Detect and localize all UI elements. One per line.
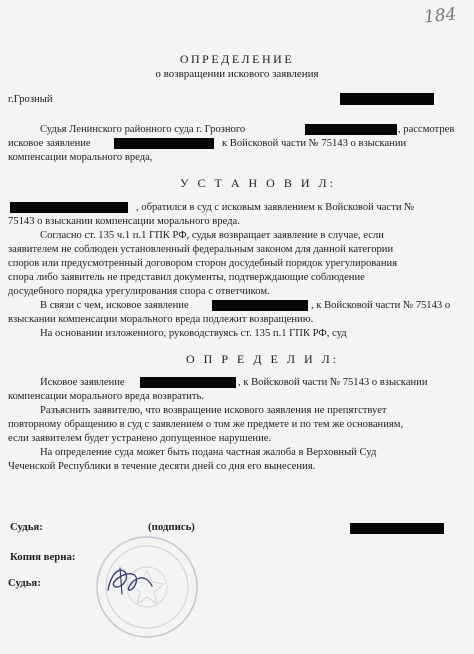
redaction-claimant-3 (212, 300, 308, 311)
redaction-claimant-1 (114, 138, 214, 149)
document-subtitle: о возвращении искового заявления (155, 68, 319, 80)
dec-p1-line2: компенсации морального вреда возвратить. (8, 391, 204, 402)
dec-p3-line1: На определение суда может быть подана частная жалоба в Верховный Суд (40, 447, 377, 458)
redaction-judge-name (305, 124, 397, 135)
est-p2-line5: досудебного порядка урегулирования спора с ответчиком. (8, 286, 270, 297)
est-p3-line1-b: , к Войсковой части № 75143 о (311, 300, 451, 311)
redaction-date (340, 93, 434, 105)
est-p1-line1: , обратился в суд с исковым заявлением к Войсковой части № (136, 202, 415, 213)
est-p2-line1: Согласно ст. 135 ч.1 п.1 ГПК РФ, судья возвращает заявление в случае, если (40, 230, 384, 241)
dec-p2-line3: если заявителем будет устранено допущенное нарушение. (8, 433, 272, 444)
signature-label: (подпись) (148, 521, 195, 533)
intro-line2-b: к Войсковой части № 75143 о взыскании (222, 138, 407, 149)
dec-p1-line1-b: , к Войсковой части № 75143 о взыскании (238, 377, 428, 388)
dec-p1-line1-a: Исковое заявление (40, 377, 125, 388)
redaction-judge-signature-name (350, 523, 444, 534)
dec-p3-line2: Чеченской Республики в течение десяти дней со дня его вынесения. (8, 461, 316, 472)
dec-p2-line2: повторному обращению в суд с заявлением о том же предмете и по тем же основаниям, (8, 419, 404, 430)
intro-line1-b: , рассмотрев (398, 124, 455, 135)
est-p2-line2: заявителем не соблюден установленный федеральным законом для данной категории (8, 244, 394, 255)
intro-line1-a: Судья Ленинского районного суда г. Грозного (40, 124, 246, 135)
redaction-claimant-2 (10, 202, 128, 213)
est-p2-line4: спора либо заявитель не представил документы, подтверждающие соблюдение (8, 272, 365, 283)
est-p4: На основании изложенного, руководствуясь ст. 135 п.1 ГПК РФ, суд (40, 328, 347, 339)
city: г.Грозный (8, 94, 53, 105)
judge-label: Судья: (10, 521, 43, 533)
est-p2-line3: споров или предусмотренный договором сторон досудебный порядок урегулирования (8, 258, 398, 269)
document-title: ОПРЕДЕЛЕНИЕ (179, 52, 295, 66)
copy-label: Копия верна: (10, 551, 76, 563)
intro-line2-a: исковое заявление (8, 138, 91, 149)
decided-heading: О П Р Е Д Е Л И Л: (186, 352, 340, 366)
intro-line3: компенсации морального вреда, (8, 152, 153, 163)
judge-label-2: Судья: (8, 577, 41, 589)
est-p3-line1-a: В связи с чем, исковое заявление (40, 300, 189, 311)
dec-p2-line1: Разъяснить заявителю, что возвращение искового заявления не препятствует (40, 405, 387, 416)
handwritten-signature (100, 560, 160, 600)
page-number: 184 (423, 4, 458, 28)
est-p1-line2: 75143 о взыскании компенсации морального вреда. (8, 216, 240, 227)
redaction-claimant-4 (140, 377, 236, 388)
established-heading: У С Т А Н О В И Л: (180, 176, 336, 190)
est-p3-line2: взыскании компенсации морального вреда подлежит возвращению. (8, 314, 314, 325)
